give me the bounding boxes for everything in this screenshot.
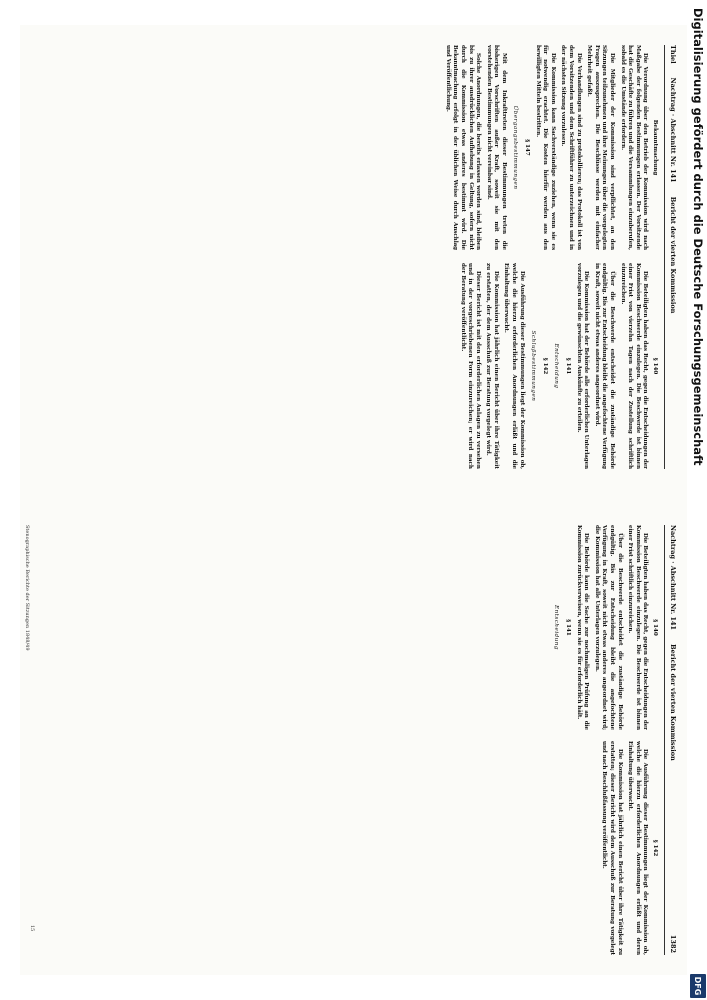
dfg-logo-icon: DFG	[690, 974, 706, 998]
paragraph: Die Kommission hat der Behörde alle erforderlichen Unterlagen vorzulegen und die gewünschten Auskünfte zu erteilen.	[575, 263, 590, 469]
paragraph: Die Beteiligten haben das Recht, gegen die Entscheidungen der Kommission Beschwerde einzulegen. Die Beschwerde ist binnen einer Frist schriftlich einzureichen.	[627, 525, 649, 730]
paragraph: Die Kommission kann Sachverständige zuziehen, wenn sie es für notwendig erachtet. Die Kosten hierfür werden aus den bewilligten Mitteln bestritten.	[534, 45, 556, 250]
dfg-funding-banner	[689, 0, 707, 1000]
paragraph: Die Ausführung dieser Bestimmungen liegt der Kommission ob, welche die hierzu erforderlichen Anordnungen erläßt und die Einhaltung überwacht.	[503, 263, 525, 469]
section-subtitle: Entscheidung	[553, 604, 560, 650]
page-header-left	[664, 45, 679, 469]
header-page-ref: Nachtrag · Abschnitt Nr. 141	[668, 525, 677, 631]
section-number: § 147	[524, 139, 531, 156]
section-number: § 140	[652, 619, 658, 636]
section-number: § 141	[565, 619, 572, 636]
section-subtitle: Übergangsbestimmungen	[512, 105, 519, 190]
scanned-document-page	[20, 25, 687, 975]
section-title: Bekanntmachung	[652, 119, 658, 176]
footnote: Stenographische Berichte der Sitzungen 1848/49	[24, 525, 30, 651]
header-page-number: 1382	[668, 934, 677, 953]
header-page-ref: Thiel	[668, 45, 677, 64]
section-number: § 142	[652, 839, 658, 857]
text-column-4	[597, 741, 661, 955]
paragraph: Die Verordnung über den Betrieb der Kommission wird nach Maßgabe der folgenden Bestimmungen erlassen. Der Vorsitzende hat die Geschäfte zu führen und die Versammlungen einzuberufen, sobald es die Umstände erfordern.	[619, 45, 649, 250]
paragraph: Die Beteiligten haben das Recht, gegen die Entscheidungen der Kommission Beschwerde einzulegen. Die Beschwerde ist binnen einer Frist von vierzehn Tagen nach der Zustellung schriftlich einzureichen.	[619, 263, 649, 469]
paragraph: Dieser Bericht ist mit den erforderlichen Anlagen zu versehen und in der vorgeschriebenen Form einzureichen; er wird nach der Beratung veröffentlicht.	[459, 263, 481, 469]
paragraph: Über die Beschwerde entscheidet die zuständige Behörde endgültig. Bis zur Entscheidung bleibt die angefochtene Verfügung in Kraft, soweit nicht etwas anderes angeordnet wird.	[593, 263, 616, 469]
section-number: § 142	[541, 357, 548, 375]
paragraph: Die Verhandlungen sind zu protokollieren; das Protokoll ist von dem Vorsitzenden und dem Schriftführer zu unterzeichnen und in der nächsten Sitzung vorzulesen.	[560, 45, 582, 250]
section-subtitle: Entscheidung	[553, 343, 560, 389]
paragraph: Über die Beschwerde entscheidet die zuständige Behörde endgültig. Bis zur Entscheidung bleibt die angefochtene Verfügung in Kraft, soweit nicht etwas anderes angeordnet wird; die Kommission hat alle Unterlagen vorzulegen.	[593, 525, 623, 730]
header-title: Bericht der vierten Kommission	[668, 644, 677, 761]
header-section: Nachtrag · Abschnitt Nr. 141	[668, 77, 677, 183]
page-corner-mark: 15	[29, 925, 35, 932]
paragraph: Solche Anordnungen, die bereits erlassen worden sind, bleiben bis zu ihrer ausdrücklichen Aufhebung in Geltung, sofern nicht durch die Kommission etwas anderes bestimmt wird. Die Bekanntmachung erfolgt in der üblichen Weise durch Anschlag und Veröffentlichung.	[444, 45, 482, 250]
paragraph: Die Ausführung dieser Bestimmungen liegt der Kommission ob, welche die hierzu erforderlichen Anordnungen erläßt und deren Einhaltung überwacht.	[627, 741, 649, 955]
text-column-1	[440, 45, 661, 250]
paragraph: Die Kommission hat jährlich einen Bericht über ihre Tätigkeit zu erstatten; dieser Bericht wird dem Ausschuß zur Beratung vorgelegt und nach Beschlußfassung veröffentlicht.	[601, 741, 623, 955]
paragraph: Die Mitglieder der Kommission sind verpflichtet, an den Sitzungen teilzunehmen und ihre Meinungen über die vorgelegten Fragen auszusprechen. Die Beschlüsse werden mit einfacher Mehrheit gefaßt.	[586, 45, 616, 250]
text-column-2	[455, 263, 661, 469]
paragraph: Die Behörde kann die Sache zur nochmaligen Prüfung an die Kommission zurückverweisen, wenn sie es für erforderlich hält.	[575, 525, 590, 730]
page-header-right	[664, 525, 679, 955]
bold-text-block	[458, 263, 499, 469]
text-column-3	[548, 525, 661, 730]
banner-text: Digitalisierung gefördert durch die Deutsche Forschungsgemeinschaft	[691, 8, 705, 466]
paragraph: Mit dem Inkrafttreten dieser Bestimmungen treten die bisherigen Vorschriften außer Kraft, soweit sie mit den vorstehenden Bestimmungen nicht vereinbar sind.	[485, 45, 507, 250]
section-subtitle: Schlußbestimmungen	[530, 330, 537, 402]
section-number: § 141	[565, 357, 572, 375]
section-number: § 140	[652, 357, 658, 375]
paragraph: Die Kommission hat jährlich einen Bericht über ihre Tätigkeit zu erstatten, der dem Ausschuß zur Beratung vorgelegt wird.	[485, 263, 499, 469]
header-title: Bericht der vierten Kommission	[668, 196, 677, 314]
